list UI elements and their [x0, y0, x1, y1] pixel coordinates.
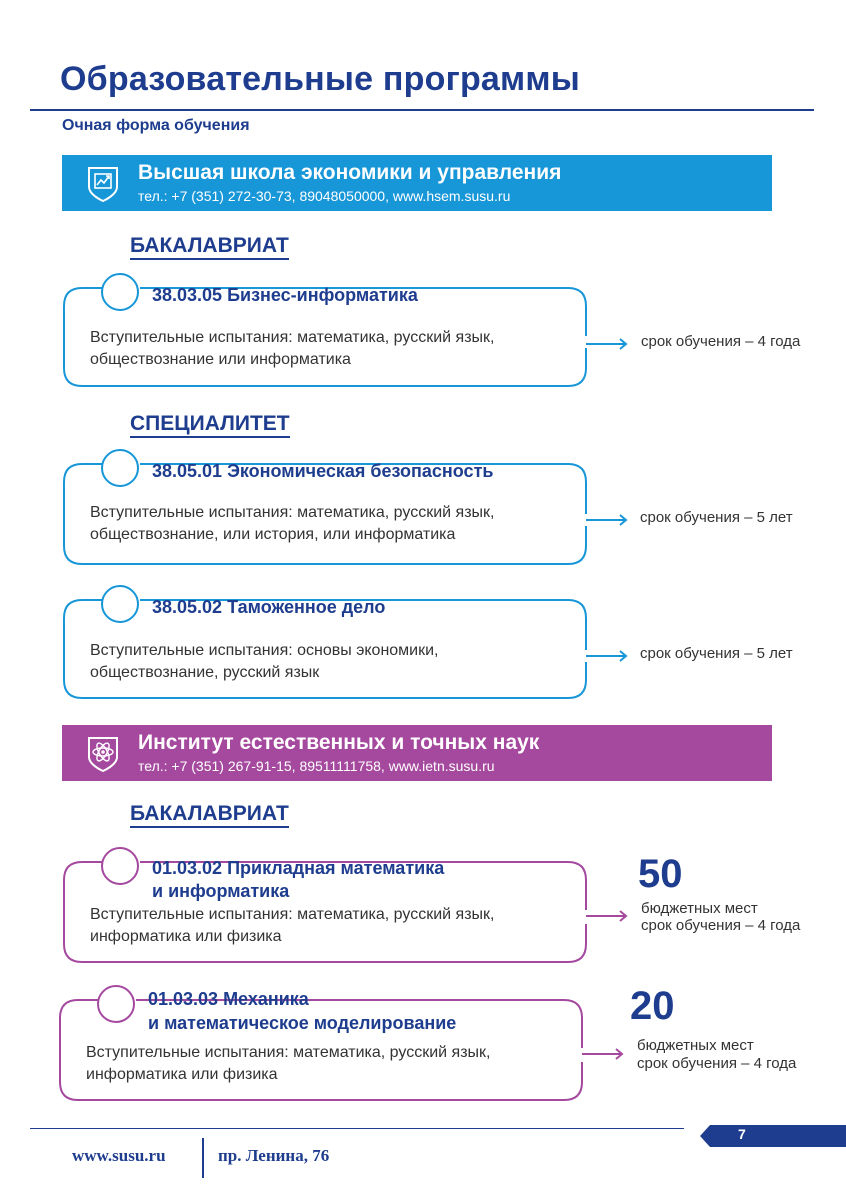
- program-card-38-03-05: [60, 268, 840, 392]
- title-divider: [30, 109, 814, 111]
- program-exams-line2: обществознание или информатика: [90, 351, 351, 368]
- program-duration: срок обучения – 4 года: [641, 333, 801, 350]
- program-exams-line2: информатика или физика: [86, 1066, 278, 1083]
- program-duration: срок обучения – 5 лет: [640, 509, 793, 526]
- budget-seats-count: 20: [630, 984, 675, 1028]
- program-exams-line2: информатика или физика: [90, 928, 282, 945]
- footer-address: пр. Ленина, 76: [218, 1146, 330, 1165]
- program-exams-line1: Вступительные испытания: математика, русский язык,: [90, 906, 495, 923]
- page-number-tab: [700, 1125, 846, 1147]
- institute-banner-ietn: [62, 725, 772, 781]
- program-exams-line1: Вступительные испытания: математика, русский язык,: [90, 329, 495, 346]
- program-duration: срок обучения – 5 лет: [640, 645, 793, 662]
- program-title: 38.03.05 Бизнес-информатика: [152, 285, 418, 305]
- institute-contacts: тел.: +7 (351) 272-30-73, 89048050000, www.hsem.susu.ru: [138, 188, 511, 204]
- institute-name: Институт естественных и точных наук: [138, 731, 540, 754]
- program-duration: срок обучения – 4 года: [637, 1055, 797, 1072]
- program-title-line1: 01.03.02 Прикладная математика: [152, 858, 445, 878]
- program-title: 38.05.01 Экономическая безопасность: [152, 461, 494, 481]
- level-label: БАКАЛАВРИАТ: [130, 234, 289, 257]
- level-label: БАКАЛАВРИАТ: [130, 802, 289, 825]
- chart-icon: [86, 165, 120, 203]
- level-underline: [130, 436, 290, 438]
- program-card-01-03-03: [56, 980, 840, 1106]
- program-title-line2: и информатика: [152, 881, 290, 901]
- budget-seats-label: бюджетных мест: [641, 900, 758, 917]
- institute-name: Высшая школа экономики и управления: [138, 161, 562, 184]
- program-exams-line1: Вступительные испытания: математика, русский язык,: [86, 1044, 491, 1061]
- program-exams-line1: Вступительные испытания: основы экономики,: [90, 642, 439, 659]
- page-number: 7: [738, 1126, 746, 1142]
- footer-divider: [30, 1128, 684, 1129]
- budget-seats-label: бюджетных мест: [637, 1037, 754, 1054]
- institute-banner-hsem: [62, 155, 772, 211]
- page-title: Образовательные программы: [60, 60, 580, 98]
- level-underline: [130, 826, 289, 828]
- atom-icon: [86, 735, 120, 773]
- page-subtitle: Очная форма обучения: [62, 117, 250, 134]
- program-title-line1: 01.03.03 Механика: [148, 989, 309, 1009]
- level-heading-specialist: [130, 412, 290, 436]
- program-exams-line1: Вступительные испытания: математика, русский язык,: [90, 504, 495, 521]
- program-exams-line2: обществознание, или история, или информатика: [90, 526, 456, 543]
- institute-contacts: тел.: +7 (351) 267-91-15, 89511111758, www.ietn.susu.ru: [138, 758, 495, 774]
- program-card-38-05-01: [60, 444, 840, 568]
- program-card-01-03-02: [60, 842, 840, 968]
- program-card-38-05-02: [60, 580, 840, 704]
- footer-website-link[interactable]: www.susu.ru: [72, 1146, 166, 1165]
- program-title: 38.05.02 Таможенное дело: [152, 597, 386, 617]
- program-exams-line2: обществознание, русский язык: [90, 664, 320, 681]
- level-underline: [130, 258, 289, 260]
- footer-separator: [202, 1138, 204, 1178]
- budget-seats-count: 50: [638, 852, 683, 896]
- level-heading-bachelor: [130, 802, 289, 826]
- program-duration: срок обучения – 4 года: [641, 917, 801, 934]
- level-label: СПЕЦИАЛИТЕТ: [130, 412, 290, 435]
- level-heading-bachelor: [130, 234, 289, 258]
- program-title-line2: и математическое моделирование: [148, 1013, 457, 1033]
